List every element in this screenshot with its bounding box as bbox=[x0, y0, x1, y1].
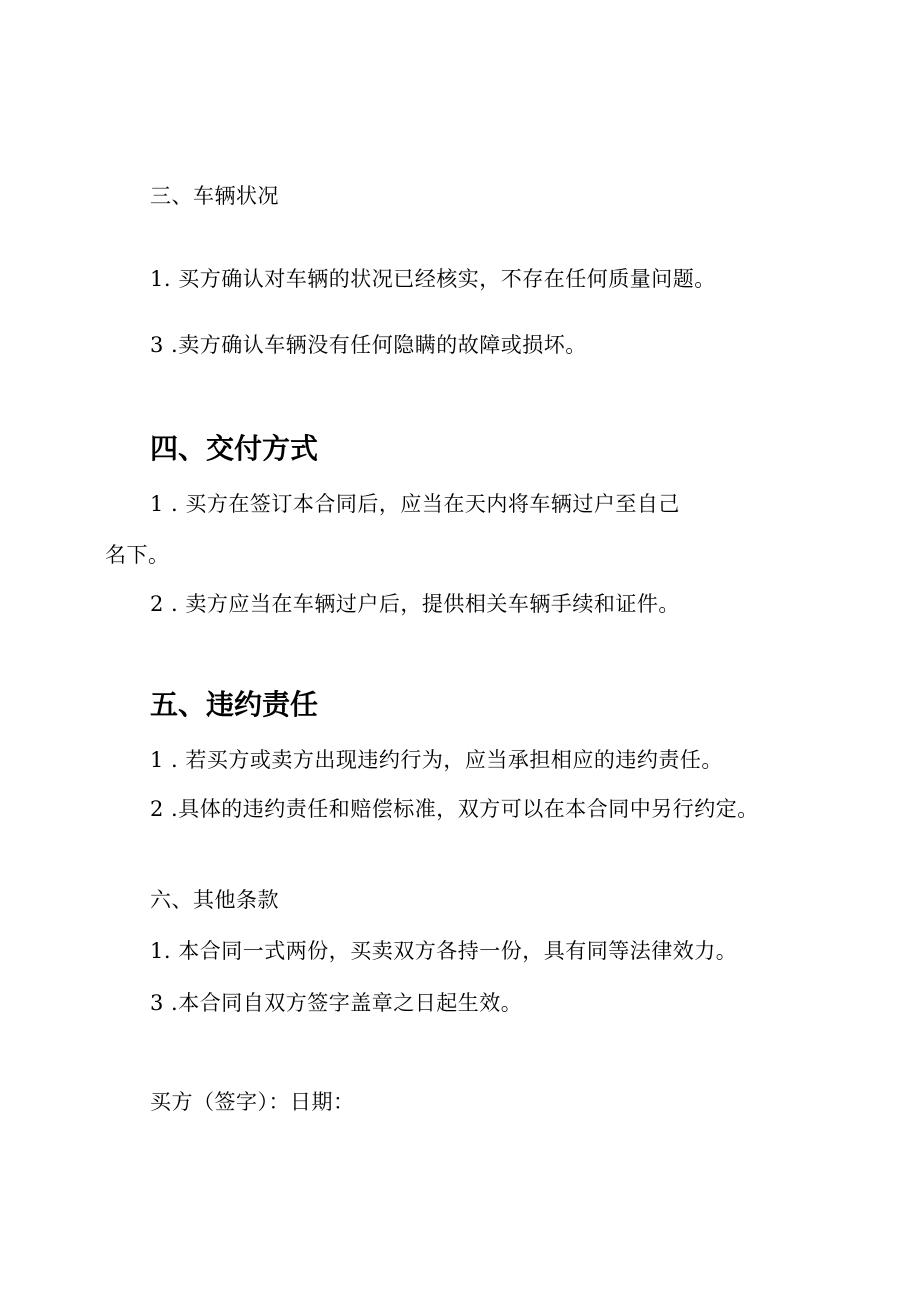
buyer-signature-line: 买方（签字）：日期： bbox=[150, 1090, 355, 1114]
section-4-heading: 四、交付方式 bbox=[150, 432, 319, 465]
section-4-item-1-line-2: 名下。 bbox=[105, 543, 170, 567]
section-4-item-1-line-1: 1 . 买方在签订本合同后，应当在天内将车辆过户至自己 bbox=[150, 492, 680, 516]
section-3-heading: 三、车辆状况 bbox=[150, 184, 279, 208]
section-3-item-1: 1. 买方确认对车辆的状况已经核实，不存在任何质量问题。 bbox=[150, 267, 716, 291]
section-6-heading: 六、其他条款 bbox=[150, 888, 279, 912]
section-6-item-3: 3 .本合同自双方签字盖章之日起生效。 bbox=[150, 991, 523, 1015]
section-5-heading: 五、违约责任 bbox=[150, 688, 319, 721]
section-6-item-1: 1. 本合同一式两份，买卖双方各持一份，具有同等法律效力。 bbox=[150, 939, 738, 963]
section-3-item-3: 3 .卖方确认车辆没有任何隐瞒的故障或损坏。 bbox=[150, 333, 587, 357]
section-4-item-2: 2 . 卖方应当在车辆过户后，提供相关车辆手续和证件。 bbox=[150, 592, 680, 616]
section-5-item-1: 1 . 若买方或卖方出现违约行为，应当承担相应的违约责任。 bbox=[150, 748, 723, 772]
section-5-item-2: 2 .具体的违约责任和赔偿标准，双方可以在本合同中另行约定。 bbox=[150, 797, 759, 821]
